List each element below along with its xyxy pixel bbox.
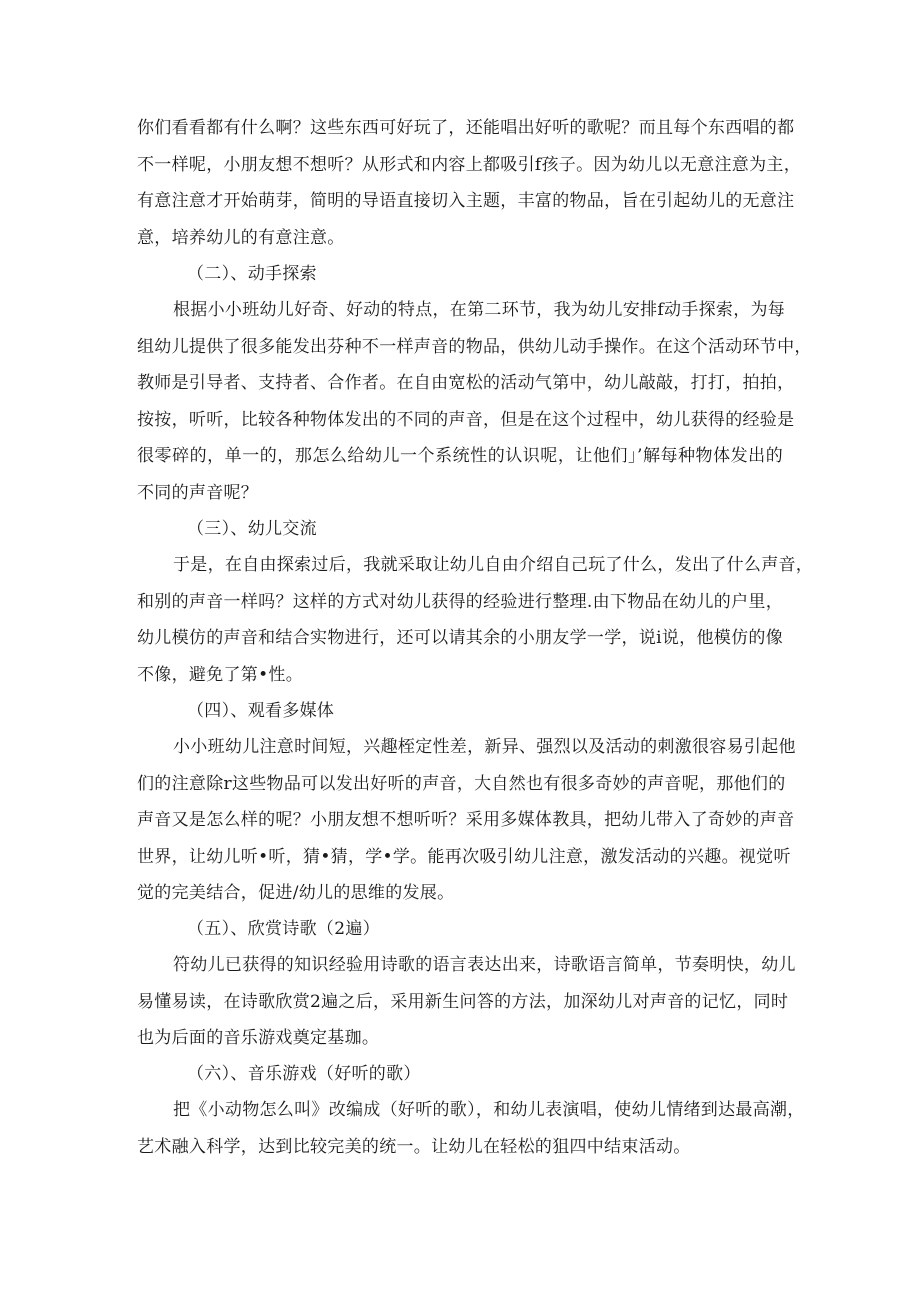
paragraph-line: 组幼儿提供了很多能发出芬种不一样声音的物品，供幼儿动手操作。在这个活动环节中，	[137, 336, 812, 357]
section-heading-music-game: （六）、音乐游戏（好听的歌）	[187, 1064, 421, 1084]
paragraph-line: 按按，听听，比较各种物体发出的不同的声音，但是在这个过程中，幼儿获得的经验是	[137, 409, 795, 430]
section-heading-children-exchange: （三）、幼儿交流	[187, 519, 317, 539]
paragraph-line: 把《小动物怎么叫》改编成（好听的歌），和幼儿表演唱，使幼儿情绪到达最高潮，	[173, 1100, 805, 1120]
section-paragraph-hands-on-exploration	[137, 292, 812, 511]
intro-paragraph	[137, 110, 801, 256]
paragraph-line: 和别的声音一样吗？这样的方式对幼儿获得的经验进行整理.由下物品在幼儿的户里，	[137, 591, 783, 612]
section-heading-multimedia: （四）、观看多媒体	[187, 701, 335, 721]
paragraph-line: 根据小小班幼儿好奇、好动的特点，在第二环节，我为幼儿安排f动手探索，为每	[173, 300, 786, 320]
paragraph-line: 声音又是怎么样的呢？小朋友想不想听听？采用多媒体教具，把幼儿带入了奇妙的声音	[137, 810, 795, 830]
paragraph-line: 也为后面的音乐游戏奠定基珈。	[137, 1028, 380, 1048]
paragraph-line: 小小班幼儿注意时间短，兴趣桎定性差，新异、强烈以及活动的刺激很容易引起他	[173, 737, 796, 757]
paragraph-line: 符幼儿已获得的知识经验用诗歌的语言表达出来，诗歌语言简单，节奏明快，幼儿	[173, 955, 796, 975]
paragraph-line: 易懂易读，在诗歌欣赏2遍之后，采用新生问答的方法，加深幼儿对声音的记忆，同时	[137, 991, 789, 1012]
section-heading-hands-on-exploration: （二）、动手探索	[187, 264, 317, 284]
paragraph-line: 不同的声音呢？	[137, 482, 259, 503]
paragraph-line: 教师是引导者、支持者、合作者。在自由宽松的活动气第中，幼儿敲敲，打打，拍拍，	[137, 373, 795, 393]
paragraph-line: 很零碎的，单一的，那怎么给幼儿一个系统性的认识呢，让他们」’解每种物体发出的	[137, 446, 783, 466]
paragraph-line: 艺术融入科学，达到比较完美的统一。让幼儿在轻松的狙四中结束活动。	[137, 1136, 691, 1157]
section-paragraph-poetry	[137, 947, 796, 1057]
paragraph-line: 不像，避免了第•性。	[137, 664, 304, 685]
paragraph-line: 们的注意除r这些物品可以发出好听的声音，大自然也有很多奇妙的声音呢，那他们的	[137, 773, 786, 794]
section-paragraph-music-game	[137, 1092, 805, 1165]
paragraph-line: 你们看看都有什么啊？这些东西可好玩了，还能唱出好听的歌呢？而且每个东西唱的都	[137, 118, 795, 138]
paragraph-line: 意，培养幼儿的有意注意。	[137, 227, 345, 248]
paragraph-line: 幼儿模仿的声音和结合实物进行，还可以请其余的小朋友学一学，说i说，他模仿的像	[137, 628, 783, 648]
paragraph-line: 觉的完美结合，促进/幼儿的思维的发展。	[137, 883, 455, 903]
section-paragraph-children-exchange	[137, 547, 814, 693]
paragraph-line: 世界，让幼儿听•听，猜•猜，学•学。能再次吸引幼儿注意，激发活动的兴趣。视觉听	[137, 846, 791, 867]
section-heading-poetry: （五）、欣赏诗歌（2遍）	[187, 919, 380, 939]
paragraph-line: 有意注意才开始萌芽，简明的导语直接切入主题，丰富的物品，旨在引起幼儿的无意注	[137, 191, 795, 211]
paragraph-line: 于是，在自由探索过后，我就采取让幼儿自由介绍自己玩了什么，发出了什么声音，	[173, 555, 814, 575]
paragraph-line: 不一样呢，小朋友想不想听？从形式和内容上都吸引f孩子。因为幼儿以无意注意为主，	[137, 154, 801, 175]
section-paragraph-multimedia	[137, 729, 796, 912]
